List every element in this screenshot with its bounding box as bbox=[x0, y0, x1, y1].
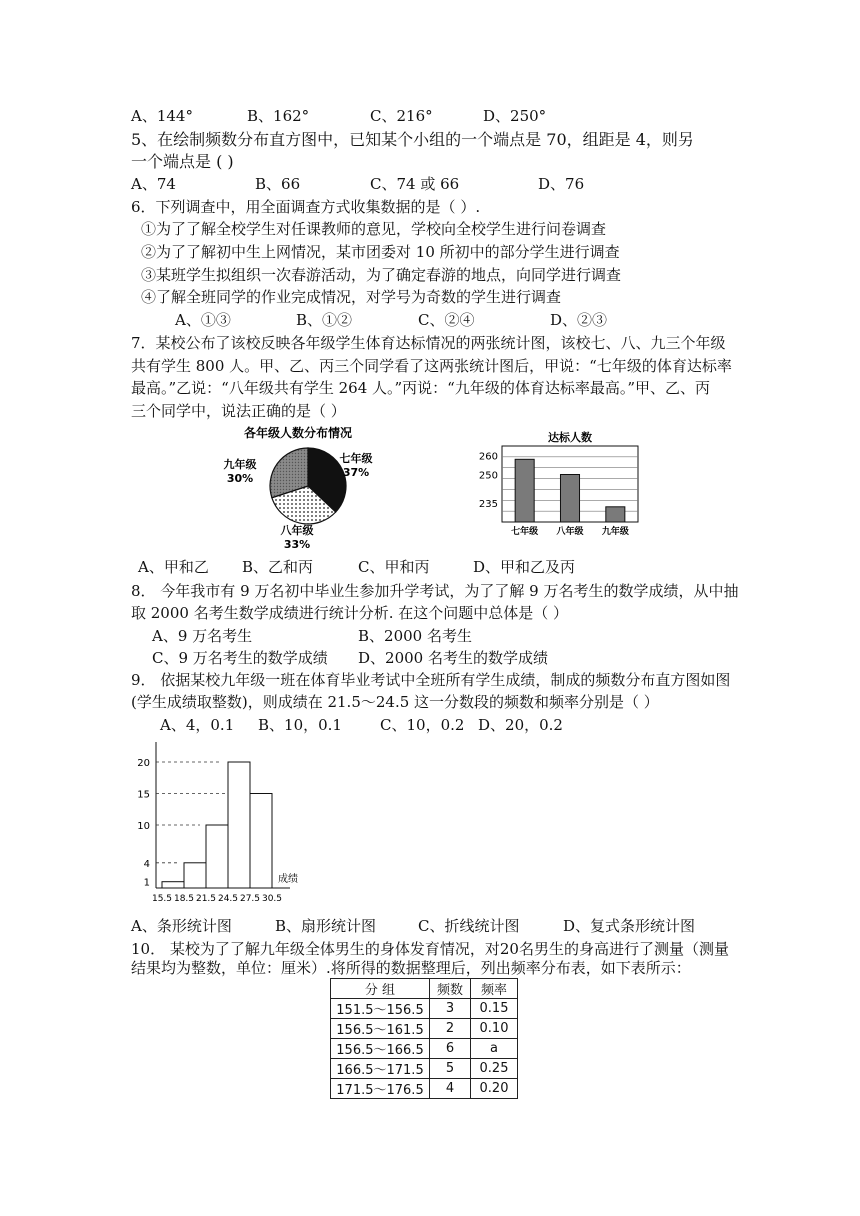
table-cell-group: 151.5～156.5 bbox=[331, 999, 430, 1019]
table-cell-count: 3 bbox=[430, 999, 471, 1019]
histogram-xtick: 27.5 bbox=[239, 894, 261, 904]
q4-option-b: B、162° bbox=[247, 107, 310, 125]
histogram-bar bbox=[206, 825, 228, 888]
q6-item-3: ③某班学生拟组织一次春游活动，为了确定春游的地点，向同学进行调查 bbox=[141, 266, 622, 284]
q6-option-a: A、①③ bbox=[175, 311, 231, 329]
q5-line2: 一个端点是 ( ) bbox=[131, 152, 234, 171]
q8-option-d: D、2000 名考生的数学成绩 bbox=[358, 649, 548, 667]
q5-line1: 5、在绘制频数分布直方图中，已知某个小组的一个端点是 70，组距是 4，则另 bbox=[131, 130, 694, 149]
histogram-bar bbox=[250, 794, 272, 889]
table-cell-rate: 0.10 bbox=[471, 1019, 518, 1039]
histogram-xtick: 15.5 bbox=[151, 894, 173, 904]
q7-line2: 共有学生 800 人。甲、乙、丙三个同学看了这两张统计图后，甲说：“七年级的体育达标率 bbox=[131, 357, 732, 375]
q7-option-a: A、甲和乙 bbox=[138, 558, 209, 576]
pie-value-grade9: 30% bbox=[226, 472, 254, 485]
stray-option-b: B、扇形统计图 bbox=[275, 917, 377, 935]
q8-line1: 8． 今年我市有 9 万名初中毕业生参加升学考试，为了了解 9 万名考生的数学成绩，从中抽 bbox=[131, 582, 739, 600]
bar-chart-ytick: 235 bbox=[478, 499, 498, 510]
table-header-group: 分 组 bbox=[331, 979, 430, 999]
q5-option-c: C、74 或 66 bbox=[370, 175, 460, 193]
q9-option-b: B、10，0.1 bbox=[258, 716, 342, 734]
q9-line2: (学生成绩取整数)，则成绩在 21.5～24.5 这一分数段的频数和频率分别是（ ） bbox=[131, 693, 659, 711]
histogram-bar bbox=[162, 882, 184, 888]
pass-count-bar-chart bbox=[470, 428, 650, 540]
q10-line2: 结果均为整数，单位：厘米）.将所得的数据整理后，列出频率分布表，如下表所示： bbox=[131, 959, 691, 977]
q8-line2: 取 2000 名考生数学成绩进行统计分析. 在这个问题中总体是（ ） bbox=[131, 604, 569, 622]
table-cell-rate: 0.20 bbox=[471, 1079, 518, 1099]
q10-line1: 10． 某校为了了解九年级全体男生的身体发育情况，对20名男生的身高进行了测量（测量 bbox=[131, 940, 729, 958]
pie-label-grade7: 七年级 bbox=[339, 452, 373, 465]
table-header-row bbox=[331, 979, 518, 999]
q8-option-c: C、9 万名考生的数学成绩 bbox=[152, 649, 328, 667]
histogram-ytick: 10 bbox=[137, 821, 150, 832]
histogram-xtick: 21.5 bbox=[195, 894, 217, 904]
q9-option-d: D、20，0.2 bbox=[478, 716, 563, 734]
q7-line4: 三个同学中，说法正确的是（ ） bbox=[131, 402, 346, 420]
bar-chart-category-label: 八年级 bbox=[556, 527, 584, 537]
pie-value-grade8: 33% bbox=[283, 538, 311, 551]
q7-option-d: D、甲和乙及丙 bbox=[473, 558, 576, 576]
q5-option-b: B、66 bbox=[255, 175, 301, 193]
q7-option-b: B、乙和丙 bbox=[242, 558, 314, 576]
q8-option-b: B、2000 名考生 bbox=[358, 627, 472, 645]
score-histogram bbox=[128, 738, 328, 914]
pie-label-grade9: 九年级 bbox=[223, 458, 257, 471]
table-cell-group: 156.5～161.5 bbox=[331, 1019, 430, 1039]
table-cell-group: 156.5～166.5 bbox=[331, 1039, 430, 1059]
table-cell-rate: 0.15 bbox=[471, 999, 518, 1019]
q4-option-a: A、144° bbox=[131, 107, 193, 125]
frequency-table bbox=[330, 978, 518, 1099]
pie-label-grade8: 八年级 bbox=[280, 524, 314, 537]
q8-option-a: A、9 万名考生 bbox=[152, 627, 253, 645]
q9-option-c: C、10，0.2 bbox=[380, 716, 465, 734]
q6-option-d: D、②③ bbox=[550, 311, 608, 329]
table-row bbox=[331, 1019, 518, 1039]
histogram-ytick: 1 bbox=[143, 877, 150, 889]
pie-title: 各年级人数分布情况 bbox=[243, 426, 353, 440]
pie-value-grade7: 37% bbox=[342, 466, 370, 479]
histogram-xlabel: 成绩 bbox=[278, 874, 298, 885]
table-cell-group: 166.5～171.5 bbox=[331, 1059, 430, 1079]
histogram-ytick: 20 bbox=[137, 758, 150, 769]
table-header-rate: 频率 bbox=[471, 979, 518, 999]
bar-chart-bar bbox=[606, 507, 625, 522]
stray-option-c: C、折线统计图 bbox=[418, 917, 520, 935]
histogram-bar bbox=[228, 762, 250, 888]
q6-item-4: ④了解全班同学的作业完成情况，对学号为奇数的学生进行调查 bbox=[141, 288, 562, 306]
q5-option-d: D、76 bbox=[538, 175, 585, 193]
q6-item-1: ①为了了解全校学生对任课教师的意见，学校向全校学生进行问卷调查 bbox=[141, 220, 607, 238]
pie-chart bbox=[210, 422, 390, 554]
q7-line1: 7．某校公布了该校反映各年级学生体育达标情况的两张统计图，该校七、八、九三个年级 bbox=[131, 334, 726, 352]
table-cell-count: 4 bbox=[430, 1079, 471, 1099]
bar-chart-bar bbox=[515, 459, 534, 522]
histogram-ytick: 4 bbox=[143, 858, 150, 870]
q7-option-c: C、甲和丙 bbox=[358, 558, 430, 576]
q9-option-a: A、4，0.1 bbox=[160, 716, 235, 734]
table-cell-rate: a bbox=[471, 1039, 518, 1059]
histogram-xtick: 30.5 bbox=[261, 894, 283, 904]
q6-stem: 6．下列调查中，用全面调查方式收集数据的是（ ）. bbox=[131, 198, 481, 216]
histogram-xtick: 18.5 bbox=[173, 894, 195, 904]
q7-line3: 最高。”乙说：“八年级共有学生 264 人。”丙说：“九年级的体育达标率最高。”甲、乙、丙 bbox=[131, 379, 711, 397]
table-cell-count: 6 bbox=[430, 1039, 471, 1059]
q6-option-b: B、①② bbox=[296, 311, 353, 329]
table-row bbox=[331, 1059, 518, 1079]
table-row bbox=[331, 999, 518, 1019]
table-cell-count: 2 bbox=[430, 1019, 471, 1039]
table-cell-count: 5 bbox=[430, 1059, 471, 1079]
table-header-count: 频数 bbox=[430, 979, 471, 999]
table-row bbox=[331, 1079, 518, 1099]
stray-option-d: D、复式条形统计图 bbox=[563, 917, 696, 935]
q6-option-c: C、②④ bbox=[418, 311, 475, 329]
bar-chart-ytick: 250 bbox=[478, 470, 498, 482]
table-row bbox=[331, 1039, 518, 1059]
q9-line1: 9． 依据某校九年级一班在体育毕业考试中全班所有学生成绩，制成的频数分布直方图如图 bbox=[131, 671, 731, 689]
table-cell-rate: 0.25 bbox=[471, 1059, 518, 1079]
bar-chart-bar bbox=[560, 475, 579, 523]
bar-chart-ytick: 260 bbox=[478, 451, 498, 463]
stray-option-a: A、条形统计图 bbox=[131, 917, 232, 935]
table-cell-group: 171.5～176.5 bbox=[331, 1079, 430, 1099]
q4-option-d: D、250° bbox=[483, 107, 547, 125]
bar-chart-category-label: 九年级 bbox=[601, 527, 629, 537]
bar-chart-category-label: 七年级 bbox=[511, 527, 539, 537]
q4-option-c: C、216° bbox=[370, 107, 433, 125]
q6-item-2: ②为了了解初中生上网情况，某市团委对 10 所初中的部分学生进行调查 bbox=[141, 243, 620, 261]
histogram-bar bbox=[184, 863, 206, 888]
q5-option-a: A、74 bbox=[131, 175, 176, 193]
histogram-xtick: 24.5 bbox=[217, 894, 239, 904]
histogram-ytick: 15 bbox=[137, 789, 150, 801]
bar-chart-title: 达标人数 bbox=[548, 431, 592, 444]
